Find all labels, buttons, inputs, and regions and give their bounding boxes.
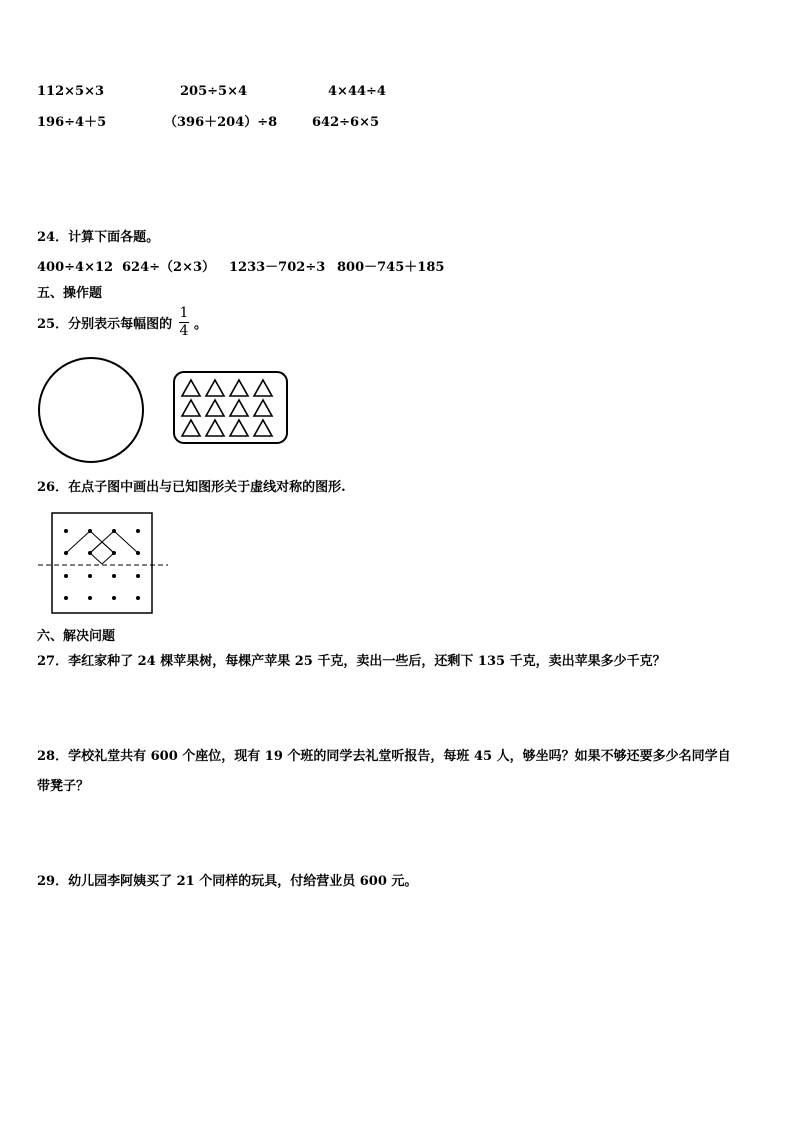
question-28-line2: 带凳子？ bbox=[37, 779, 90, 794]
triangle-icon bbox=[230, 380, 248, 396]
question-prompt-end: 。 bbox=[194, 317, 208, 332]
grid-dot bbox=[112, 529, 116, 533]
question-number: 28． bbox=[37, 749, 69, 764]
grid-dot bbox=[64, 574, 68, 578]
dot-grid-figure bbox=[38, 512, 170, 616]
section-title: 六、解决问题 bbox=[37, 629, 116, 644]
question-text: 学校礼堂共有 600 个座位，现有 19 个班的同学去礼堂听报告，每班 45 人，够坐吗？如果不够还要多少名同学自 bbox=[68, 749, 731, 764]
triangle-icon bbox=[206, 400, 224, 416]
triangle-icon bbox=[254, 420, 272, 436]
question-number: 26． bbox=[37, 480, 69, 495]
grid-dot bbox=[136, 574, 140, 578]
circle-figure bbox=[37, 357, 147, 467]
triangle-icon bbox=[182, 420, 200, 436]
question-number: 24． bbox=[37, 230, 69, 245]
question-number: 29． bbox=[37, 874, 69, 889]
grid-dot bbox=[112, 596, 116, 600]
calc-expression: 642÷6×5 bbox=[312, 115, 380, 130]
grid-dot bbox=[88, 529, 92, 533]
question-28-line1 bbox=[37, 749, 731, 765]
question-number: 25． bbox=[37, 317, 69, 332]
triangle-icon bbox=[206, 420, 224, 436]
calc-expression: 400÷4×12 bbox=[37, 260, 114, 275]
figure-line bbox=[90, 542, 102, 553]
grid-dot bbox=[136, 529, 140, 533]
figure-line bbox=[66, 531, 90, 553]
grid-dot bbox=[88, 574, 92, 578]
calc-expression: 196÷4＋5 bbox=[37, 115, 107, 130]
triangle-icon bbox=[230, 400, 248, 416]
grid-dot bbox=[136, 596, 140, 600]
question-29 bbox=[37, 874, 417, 890]
triangle-icon bbox=[182, 400, 200, 416]
calc-expression: 112×5×3 bbox=[37, 84, 105, 99]
calc-expression: 800－745＋185 bbox=[337, 260, 445, 275]
question-26-heading bbox=[37, 480, 346, 496]
grid-dot bbox=[112, 551, 116, 555]
grid-dot bbox=[136, 551, 140, 555]
triangle-icon bbox=[206, 380, 224, 396]
figure-line bbox=[102, 553, 114, 564]
grid-dot bbox=[88, 551, 92, 555]
calc-expression: 1233－702÷3 bbox=[229, 260, 326, 275]
fraction-one-quarter bbox=[179, 306, 189, 339]
calc-expression: 624÷（2×3） bbox=[122, 260, 216, 275]
question-prompt: 计算下面各题。 bbox=[68, 230, 160, 245]
calc-expression: 205÷5×4 bbox=[180, 84, 248, 99]
figure-line bbox=[90, 553, 102, 564]
grid-dot bbox=[64, 551, 68, 555]
triangle-icon bbox=[230, 420, 248, 436]
triangle-icon bbox=[182, 380, 200, 396]
question-prompt: 在点子图中画出与已知图形关于虚线对称的图形. bbox=[68, 480, 346, 495]
grid-dot bbox=[64, 596, 68, 600]
question-text: 李红家种了 24 棵苹果树，每棵产苹果 25 千克，卖出一些后，还剩下 135 千克，卖出苹果多少千克？ bbox=[68, 654, 666, 669]
fraction-numerator: 1 bbox=[179, 305, 189, 321]
given-figure bbox=[66, 531, 138, 564]
question-number: 27． bbox=[37, 654, 69, 669]
grid-dot bbox=[64, 529, 68, 533]
question-24-heading bbox=[37, 230, 159, 246]
figure-line bbox=[102, 542, 114, 553]
figure-line bbox=[114, 531, 138, 553]
calc-expression: （396＋204）÷8 bbox=[164, 115, 278, 130]
question-prompt: 分别表示每幅图的 bbox=[68, 317, 173, 332]
calc-expression: 4×44÷4 bbox=[328, 84, 386, 99]
triangle-icon bbox=[254, 400, 272, 416]
circle-outline bbox=[39, 358, 143, 462]
question-25-heading bbox=[37, 317, 172, 333]
triangle-group-figure bbox=[173, 371, 289, 445]
section-title: 五、操作题 bbox=[37, 286, 103, 301]
grid-dot bbox=[88, 596, 92, 600]
question-text: 幼儿园李阿姨买了 21 个同样的玩具，付给营业员 600 元。 bbox=[68, 874, 418, 889]
question-27 bbox=[37, 654, 666, 670]
grid-dot bbox=[112, 574, 116, 578]
triangle-icon bbox=[254, 380, 272, 396]
fraction-denominator: 4 bbox=[179, 323, 189, 339]
